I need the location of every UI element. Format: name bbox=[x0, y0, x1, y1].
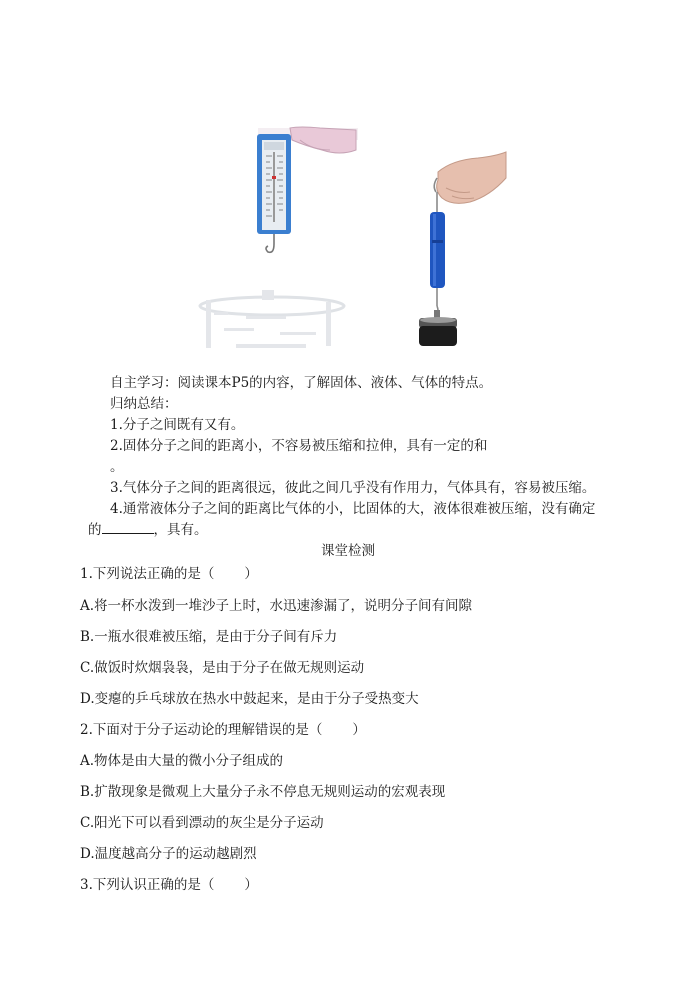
summary-label: 归纳总结： bbox=[110, 396, 178, 412]
question-3-stem bbox=[80, 876, 258, 894]
self-study-line: 自主学习：阅读课本P5的内容，了解固体、液体、气体的特点。 bbox=[110, 375, 493, 391]
question-1-close: ） bbox=[244, 566, 258, 582]
question-2-option-d: D.温度越高分子的运动越剧烈 bbox=[80, 846, 257, 862]
question-1-option-c: C.做饭时炊烟袅袅，是由于分子在做无规则运动 bbox=[80, 660, 365, 676]
question-1-stem bbox=[80, 565, 258, 583]
flat-spring-balance-photo bbox=[200, 127, 358, 348]
spring-scale-photos bbox=[0, 0, 696, 365]
question-1-option-a: A.将一杯水泼到一堆沙子上时，水迅速渗漏了，说明分子间有间隙 bbox=[80, 598, 473, 614]
point-4-continued bbox=[88, 521, 208, 539]
question-2-close: ） bbox=[352, 722, 366, 738]
point-1: 1.分子之间既有又有。 bbox=[110, 417, 245, 433]
cylinder-spring-scale-photo bbox=[419, 152, 506, 346]
question-3-close: ） bbox=[244, 877, 258, 893]
question-3-text: 3.下列认识正确的是（ bbox=[80, 877, 215, 893]
section-title: 课堂检测 bbox=[321, 543, 375, 559]
point-4-prefix: 的 bbox=[88, 522, 102, 538]
question-1-option-d: D.变瘪的乒乓球放在热水中鼓起来，是由于分子受热变大 bbox=[80, 691, 419, 707]
question-1-text: 1.下列说法正确的是（ bbox=[80, 566, 215, 582]
fill-blank bbox=[102, 521, 154, 534]
point-3: 3.气体分子之间的距离很远，彼此之间几乎没有作用力，气体具有，容易被压缩。 bbox=[110, 480, 596, 496]
point-2-continued: 。 bbox=[110, 459, 124, 475]
question-2-text: 2.下面对于分子运动论的理解错误的是（ bbox=[80, 722, 323, 738]
question-2-option-b: B.扩散现象是微观上大量分子永不停息无规则运动的宏观表现 bbox=[80, 784, 446, 800]
point-2: 2.固体分子之间的距离小，不容易被压缩和拉伸，具有一定的和 bbox=[110, 438, 488, 454]
point-4-suffix: ，具有。 bbox=[153, 522, 208, 538]
question-2-option-a: A.物体是由大量的微小分子组成的 bbox=[80, 753, 284, 769]
point-4: 4.通常液体分子之间的距离比气体的小，比固体的大，液体很难被压缩，没有确定 bbox=[110, 501, 596, 517]
question-1-option-b: B.一瓶水很难被压缩，是由于分子间有斥力 bbox=[80, 629, 338, 645]
question-2-stem bbox=[80, 721, 366, 739]
question-2-option-c: C.阳光下可以看到漂动的灰尘是分子运动 bbox=[80, 815, 324, 831]
